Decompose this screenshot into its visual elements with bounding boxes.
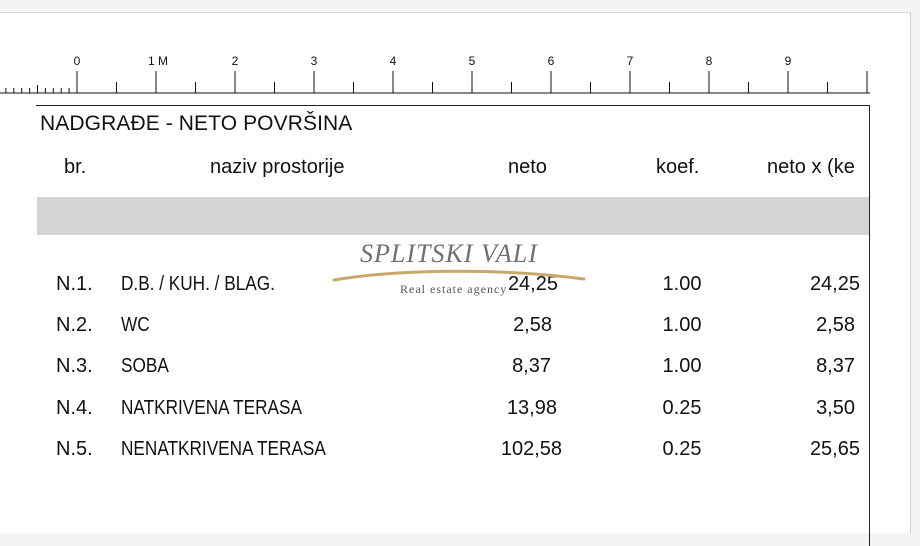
ruler-label: 6: [547, 54, 555, 68]
row-net-x: 25,65: [809, 438, 860, 460]
header-net: neto: [508, 156, 547, 178]
row-net-x: 8,37: [816, 355, 855, 377]
document-sheet: [0, 12, 911, 533]
ruler-label: 9: [784, 54, 792, 68]
row-net: 24,25: [507, 273, 558, 295]
ruler-label: 1 M: [147, 54, 169, 68]
row-coef: 0.25: [662, 438, 702, 460]
row-net: 2,58: [513, 314, 552, 336]
ruler-label: 5: [468, 54, 476, 68]
row-number: N.4.: [56, 397, 93, 419]
header-net-x: neto x (ke: [767, 156, 855, 178]
ruler-label: 4: [389, 54, 397, 68]
header-number: br.: [64, 156, 87, 178]
header-room-name: naziv prostorije: [210, 156, 345, 178]
row-net: 8,37: [512, 355, 551, 377]
scale-ruler: [0, 13, 870, 105]
watermark-subtitle: Real estate agency: [400, 282, 508, 296]
row-coef: 1.00: [662, 355, 702, 377]
row-net: 13,98: [506, 397, 557, 419]
row-net-x: 3,50: [816, 397, 855, 419]
row-coef: 0.25: [662, 397, 702, 419]
watermark-name: SPLITSKI VALI: [360, 239, 538, 268]
row-number: N.2.: [56, 314, 93, 336]
ruler-label: 0: [73, 54, 81, 68]
row-coef: 1.00: [662, 273, 702, 295]
row-room-name: NENATKRIVENA TERASA: [121, 438, 326, 460]
row-number: N.1.: [56, 273, 93, 295]
row-number: N.5.: [56, 438, 93, 460]
row-number: N.3.: [56, 355, 93, 377]
header-coef: koef.: [656, 156, 700, 178]
table-row: [0, 314, 920, 344]
document-title: NADGRAĐE - NETO POVRŠINA: [40, 112, 353, 135]
table-row: [0, 438, 920, 468]
ruler-label: 3: [310, 54, 318, 68]
row-room-name: SOBA: [121, 355, 169, 377]
row-room-name: WC: [121, 314, 150, 336]
table-row: [0, 355, 920, 385]
header-band: [37, 197, 869, 235]
row-room-name: NATKRIVENA TERASA: [121, 397, 302, 419]
ruler-label: 2: [231, 54, 239, 68]
row-coef: 1.00: [662, 314, 702, 336]
ruler-label: 7: [626, 54, 634, 68]
table-row: [0, 273, 920, 303]
ruler-label: 8: [705, 54, 713, 68]
table-row: [0, 397, 920, 427]
row-room-name: D.B. / KUH. / BLAG.: [121, 273, 275, 295]
row-net: 102,58: [500, 438, 562, 460]
row-net-x: 24,25: [809, 273, 860, 295]
row-net-x: 2,58: [816, 314, 855, 336]
